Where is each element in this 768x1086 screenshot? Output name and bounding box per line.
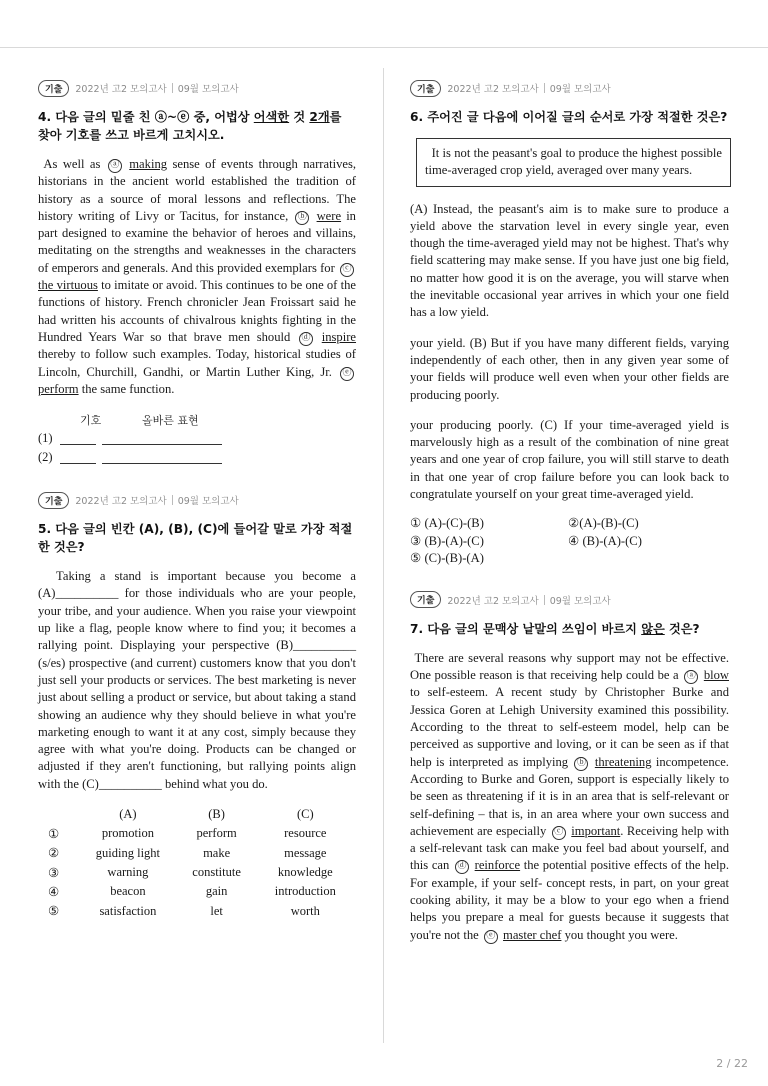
q4-title-emph: 어색한	[253, 110, 290, 124]
q4-answer-header	[38, 412, 356, 428]
q5-source-year: 2022년 고2 모의고사	[75, 496, 167, 508]
q7-text: . Receiving help with a self-relevant task can make you feel bad about yourself, and this can	[410, 823, 729, 873]
q4-header-symbol: 기호	[80, 414, 102, 428]
q4-source	[38, 78, 356, 98]
q7-text: to self-esteem. A recent study by Christopher Burke and Jessica Goren at Lehigh University examined this possibility. According to the threat to self-esteem model, help can be perceived as supportive and loving, or it can be seen as if that help is interpreted as implying	[410, 685, 729, 769]
q6-option-1[interactable]: ① (A)-(C)-(B)	[410, 516, 484, 531]
q4-title	[38, 108, 356, 144]
q6-source-separator	[544, 83, 545, 93]
q5-col-c: (C)	[296, 807, 314, 822]
q5-choice-header	[38, 805, 356, 824]
q4-marker-e: ⓔ	[340, 367, 354, 381]
header-divider	[0, 47, 768, 48]
q5-col-b: (B)	[208, 807, 225, 822]
q4-text: in part designed to examine the behavior of heroes and villains, meditating on the strengths and weaknesses in the characters of emperors and generals. And this provided exemplars for	[38, 208, 356, 275]
q4-header-correct: 올바른 표현	[142, 414, 199, 428]
q4-text: to imitate or avoid. This continues to be one of the functions of history. French chronicler Jean Froissart said he had written his accounts of chivalrous knights fighting in the Hundred Years War so that brave men should	[38, 278, 356, 344]
q5-source	[38, 490, 356, 510]
q5-source-month: 09월 모의고사	[177, 496, 239, 508]
q4-marker-c: ⓒ	[340, 263, 354, 277]
q4-title-part: 것	[289, 110, 310, 124]
q5-option-5[interactable]	[38, 902, 356, 921]
q7-marker-e: ⓔ	[484, 930, 498, 944]
q4-underlined-a: making	[129, 157, 168, 171]
q5-option-a: promotion	[101, 826, 154, 841]
q7-marker-b: ⓑ	[574, 757, 588, 771]
q5-option-number: ①	[48, 826, 60, 841]
q7-marker-d: ⓓ	[455, 860, 469, 874]
question-5	[38, 490, 356, 921]
q5-option-a: warning	[107, 865, 149, 880]
q4-source-year: 2022년 고2 모의고사	[75, 84, 167, 95]
q6-option-3[interactable]: ③ (B)-(A)-(C)	[410, 533, 484, 548]
q4-underlined-e: perform	[38, 381, 79, 396]
q5-col-a: (A)	[119, 807, 137, 822]
q5-option-2[interactable]	[38, 844, 356, 863]
q7-text: There are several reasons why support may not be effective. One possible reason is that receiving help could be a	[410, 650, 729, 683]
q5-option-a: beacon	[110, 884, 146, 899]
q5-passage	[38, 568, 356, 793]
q5-option-c: resource	[284, 826, 327, 841]
left-column	[38, 78, 356, 921]
q7-passage	[410, 650, 729, 944]
q5-tag-badge: 기출	[38, 492, 69, 509]
q7-underlined-e: master chef	[503, 927, 562, 942]
q4-marker-b: ⓑ	[295, 211, 309, 225]
q4-answer-row-1	[38, 430, 356, 447]
q5-option-a: guiding light	[95, 845, 161, 860]
question-6	[410, 78, 729, 568]
q4-tag-badge: 기출	[38, 80, 69, 97]
right-column	[410, 78, 729, 944]
q5-source-separator	[172, 495, 173, 505]
q4-marker-d: ⓓ	[299, 332, 313, 346]
q5-option-b: gain	[205, 884, 228, 899]
q5-option-c: knowledge	[277, 865, 333, 880]
q4-underlined-b: were	[316, 208, 342, 223]
q7-marker-a: ⓐ	[684, 670, 698, 684]
q6-given-text: It is not the peasant's goal to produce the highest possible time-averaged crop yield, averaged over many years.	[425, 146, 723, 178]
q5-option-b: let	[210, 903, 223, 918]
question-4	[38, 78, 356, 466]
q7-title-emph: 않은	[641, 621, 665, 636]
q5-option-number: ⑤	[48, 904, 60, 919]
q7-underlined-c: important	[571, 823, 621, 838]
q5-text: Taking a stand is important because you become a (A)__________ for those individuals who are your people, your tribe, and your audience. When you raise your viewpoint up like a flag, people know where to find you; it becomes a rallying point. Displaying your perspective (B)__________ (s/es) prospective (and current) customers know that you don't just sell your products or services. The best marketing is never just about selling a product or service, but about taking a stand showing an audience why they should believe in what you're marketing enough to want it at any cost, simply because they agree with what you're doing. Products can be changed or adjusted if they aren't functioning, but rallying points align with the (C)__________ behind what you do.	[38, 569, 357, 791]
page-number: 2 / 22	[716, 1057, 748, 1070]
q4-source-separator	[172, 83, 173, 93]
q7-source-separator	[544, 595, 545, 605]
q7-text: incompetence. According to Burke and Goren, support is especially likely to be seen as threatening if it is in an area that is self-relevant or self-defining – that is, in an area where your own success and achievement are especially	[410, 754, 729, 838]
q6-option-4[interactable]: ④ (B)-(A)-(C)	[568, 533, 642, 548]
question-7	[410, 590, 729, 944]
q7-tag-badge: 기출	[410, 591, 441, 608]
q6-source	[410, 78, 729, 98]
q6-source-year: 2022년 고2 모의고사	[447, 84, 539, 95]
q7-title	[410, 620, 729, 638]
column-divider	[383, 68, 384, 1043]
q7-text: you thought you were.	[564, 927, 678, 942]
q6-source-month: 09월 모의고사	[549, 84, 611, 95]
q4-title-emph: 2개	[309, 110, 330, 124]
q6-tag-badge: 기출	[410, 80, 441, 97]
q6-given-sentence	[416, 138, 731, 187]
q4-title-part: 4. 다음 글의 밑줄 친 ⓐ~ⓔ 중, 어법상	[38, 110, 254, 124]
q5-option-number: ④	[48, 884, 60, 899]
q4-text: thereby to follow such examples. Today, historical studies of Lincoln, Churchill, Gandhi, or Martin Luther King, Jr.	[38, 347, 356, 379]
q5-option-b: constitute	[192, 865, 241, 880]
q7-text: the potential positive effects of the help. For example, if your self- concept rests, in part, on your great cooking ability, it may be a blow to your ego when a friend helps you prepare a meal for guests because it suggests that you're not the	[410, 858, 729, 942]
q5-option-3[interactable]	[38, 863, 356, 882]
q4-passage	[38, 156, 356, 398]
q4-text: the same function.	[81, 381, 175, 396]
q4-row-label: (1)	[38, 431, 53, 446]
q4-symbol-blank-1[interactable]	[60, 433, 96, 445]
q4-source-month: 09월 모의고사	[177, 84, 239, 95]
q4-correction-blank-1[interactable]	[102, 433, 222, 445]
q7-source-month: 09월 모의고사	[549, 595, 611, 607]
q5-option-c: worth	[290, 903, 320, 918]
q5-option-number: ②	[48, 846, 60, 861]
q6-block-b: your yield. (B) But if you have many different fields, varying independently of each other, then in any given year some of your fields will produce well even when your other fields are producing poorly.	[410, 335, 729, 402]
q5-option-b: make	[203, 845, 231, 860]
q4-correction-blank-2[interactable]	[102, 452, 222, 464]
q7-underlined-a: blow	[703, 668, 730, 683]
q4-text: As well as	[43, 157, 101, 171]
q4-symbol-blank-2[interactable]	[60, 452, 96, 464]
q6-block-c: your producing poorly. (C) If your time-averaged yield is marvelously high as a result of the combination of nine great years and one year of crop failure, you will still starve to death in that one year of crop failure before you can look back to congratulate yourself on your great time-averaged yield.	[410, 417, 729, 502]
q7-marker-c: ⓒ	[552, 826, 566, 840]
q4-answer-row-2	[38, 449, 356, 466]
q5-title: 5. 다음 글의 빈칸 (A), (B), (C)에 들어갈 말로 가장 적절한 것은?	[38, 522, 353, 555]
q6-option-2[interactable]: ②(A)-(B)-(C)	[568, 516, 639, 531]
q4-text: sense of events through narratives, historians in the ancient world established the tradition of history as a source of moral lessons and reflections. The history writing of Livy or Tacitus, for instance,	[38, 157, 357, 223]
q5-option-a: satisfaction	[99, 903, 157, 918]
q4-row-label: (2)	[38, 450, 53, 465]
q6-option-5[interactable]: ⑤ (C)-(B)-(A)	[410, 551, 484, 566]
q4-title-part: 를 찾아 기호를 쓰고 바르게 고치시오.	[38, 110, 342, 142]
q4-answer-table	[38, 412, 356, 466]
q5-option-b: perform	[196, 826, 237, 841]
q4-underlined-c: the virtuous	[38, 278, 98, 293]
q7-title-part: 7. 다음 글의 문맥상 낱말의 쓰임이 바르지	[410, 621, 642, 636]
q6-block-a: (A) Instead, the peasant's aim is to make sure to produce a yield above the starvation level in every single year, even though the time-averaged yield may not be highest. That's why field scattering may make sense. If you have just one big field, no matter how good it is on the average, you will starve when the inevitable occasional year arrives in which your one field has a low yield.	[410, 201, 729, 320]
q5-option-c: message	[284, 845, 327, 860]
q5-choice-table	[38, 805, 356, 921]
q5-option-number: ③	[48, 865, 60, 880]
q4-underlined-d: inspire	[321, 329, 357, 344]
q7-underlined-b: threatening	[594, 754, 652, 769]
q5-option-4[interactable]	[38, 882, 356, 901]
q5-option-1[interactable]	[38, 824, 356, 843]
q6-options	[410, 515, 729, 568]
q7-source	[410, 590, 729, 610]
q7-title-part: 것은?	[664, 621, 700, 636]
q7-source-year: 2022년 고2 모의고사	[447, 595, 539, 607]
q5-option-c: introduction	[274, 884, 336, 899]
q7-underlined-d: reinforce	[474, 858, 521, 873]
q6-title: 6. 주어진 글 다음에 이어질 글의 순서로 가장 적절한 것은?	[410, 110, 728, 124]
q4-marker-a: ⓐ	[108, 159, 122, 173]
